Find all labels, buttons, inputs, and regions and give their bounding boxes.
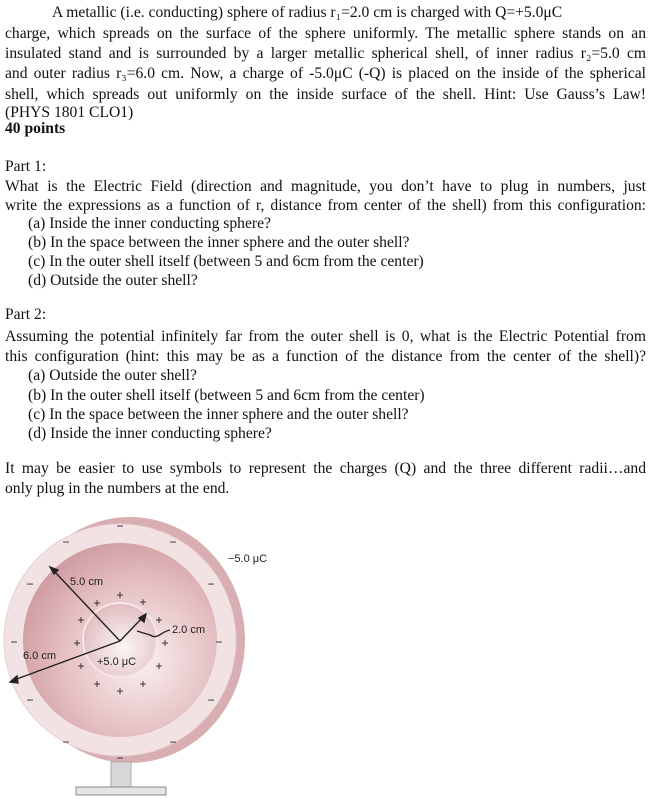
svg-text:+: +	[93, 596, 101, 610]
part2-title: Part 2:	[5, 306, 47, 323]
svg-text:−: −	[26, 577, 34, 591]
part1-item: (d) Outside the outer shell?	[28, 272, 198, 289]
part2-question: this configuration (hint: this may be as a function of the distance from the center of the shell)?	[5, 348, 646, 365]
svg-text:+: +	[77, 659, 85, 673]
part1-item: (b) In the space between the inner sphere and the outer shell?	[28, 234, 410, 251]
part1-question: write the expressions as a function of r, distance from center of the shell) from this configuration:	[5, 197, 646, 214]
intro-line: insulated stand and is surrounded by a larger metallic spherical shell, of inner radius r₂=5.0 cm	[5, 45, 646, 62]
part2-item: (c) In the space between the inner sphere and the outer shell?	[28, 406, 409, 423]
svg-text:+: +	[93, 677, 101, 691]
part1-question: What is the Electric Field (direction and magnitude, you don’t have to plug in numbers, just	[5, 178, 646, 195]
svg-text:+: +	[73, 636, 81, 650]
intro-line: charge, which spreads on the surface of the sphere uniformly. The metallic sphere stands on an	[5, 25, 646, 42]
svg-text:−: −	[116, 751, 124, 765]
sphere-charge-label: +5.0 μC	[97, 656, 137, 668]
part1-item: (c) In the outer shell itself (between 5 and 6cm from the center)	[28, 253, 424, 270]
part2-item: (d) Inside the inner conducting sphere?	[28, 425, 272, 442]
svg-text:−: −	[10, 635, 18, 649]
note-line: It may be easier to use symbols to represent the charges (Q) and the three different radii…and	[5, 460, 646, 477]
svg-text:−: −	[62, 535, 70, 549]
svg-text:−: −	[207, 693, 215, 707]
svg-text:+: +	[77, 613, 85, 627]
part2-item: (b) In the outer shell itself (between 5 and 6cm from the center)	[28, 387, 425, 404]
points: 40 points	[5, 120, 66, 137]
stand-post	[111, 762, 131, 787]
outer-radius-label: 6.0 cm	[23, 650, 57, 662]
svg-text:+: +	[139, 677, 147, 691]
svg-text:−: −	[169, 735, 177, 749]
svg-text:−: −	[169, 535, 177, 549]
sphere-radius-label: 2.0 cm	[172, 624, 206, 636]
part2-question: Assuming the potential infinitely far from the outer shell is 0, what is the Electric Potential from	[5, 328, 646, 345]
inner-radius-label: 5.0 cm	[70, 576, 104, 588]
part1-item: (a) Inside the inner conducting sphere?	[28, 215, 271, 232]
stand-base	[76, 787, 166, 795]
note-line: only plug in the numbers at the end.	[5, 480, 230, 497]
svg-text:+: +	[155, 659, 163, 673]
svg-text:+: +	[116, 588, 124, 602]
svg-text:−: −	[116, 519, 124, 533]
course-code: (PHYS 1801 CLO1)	[5, 104, 134, 121]
intro-text: A metallic (i.e. conducting) sphere of radius r₁=2.0 cm is charged with Q=+5.0μC	[52, 4, 563, 21]
svg-text:−: −	[26, 693, 34, 707]
svg-text:+: +	[161, 636, 169, 650]
svg-text:+: +	[155, 613, 163, 627]
part1-title: Part 1:	[5, 158, 47, 175]
svg-text:+: +	[116, 684, 124, 698]
intro-line: and outer radius r₃=6.0 cm. Now, a charge of -5.0μC (-Q) is placed on the inside of the spherical	[5, 65, 646, 82]
shell-charge-label: −5.0 μC	[228, 553, 268, 565]
svg-text:+: +	[139, 595, 147, 609]
svg-text:−: −	[215, 635, 223, 649]
intro-line	[5, 3, 646, 23]
svg-text:−: −	[62, 735, 70, 749]
part2-item: (a) Outside the outer shell?	[28, 367, 197, 384]
intro-line: shell, which spreads out uniformly on the inside surface of the shell. Hint: Use Gauss’s Law!	[5, 86, 646, 103]
svg-text:−: −	[207, 577, 215, 591]
